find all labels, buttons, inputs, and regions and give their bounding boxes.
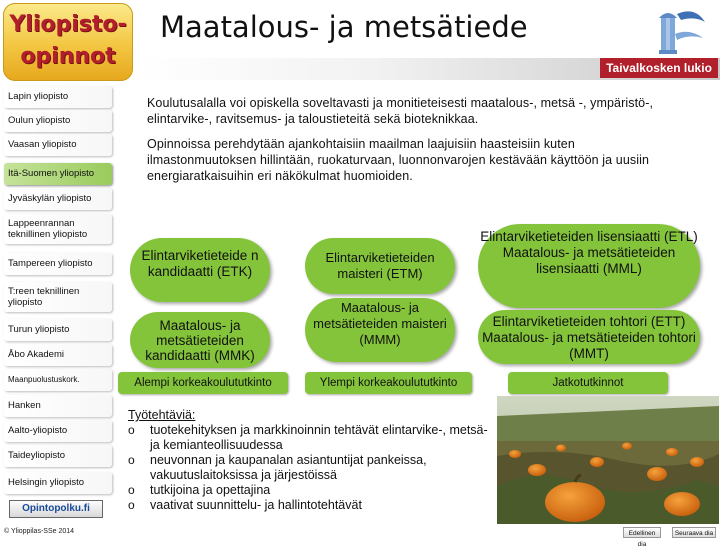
bullet-icon: o (128, 423, 135, 437)
sidebar-item-taideyliopisto[interactable]: Taideyliopisto (4, 445, 112, 467)
logo-line-1: Yliopisto- (9, 12, 127, 37)
job-list (128, 408, 498, 513)
page-title: Maatalous- ja metsätiede (160, 10, 528, 44)
degree-etm-master: Elintarviketieteiden maisteri (ETM) (305, 238, 455, 294)
sidebar-item-maanpuolustus[interactable]: Maanpuolustuskork. (4, 369, 112, 391)
sidebar-item-hanken[interactable]: Hanken (4, 395, 112, 417)
sidebar-item-turku[interactable]: Turun yliopisto (4, 319, 112, 341)
logo-line-2: opinnot (20, 44, 116, 69)
university-sidebar (0, 84, 113, 540)
jobs-title: Työtehtäviä: (128, 408, 196, 422)
degree-mmk-bachelor: Maatalous- ja metsätieteiden kandidaatti (MMK) (130, 312, 270, 368)
copyright-note: © Ylioppilas-SSe 2014 (4, 528, 75, 535)
degree-mmm-master: Maatalous- ja metsätieteiden maisteri (MMM) (305, 298, 455, 362)
sidebar-item-oulu[interactable]: Oulun yliopisto (4, 110, 112, 132)
sidebar-item-abo-akademi[interactable]: Åbo Akademi (4, 344, 112, 366)
list-item (128, 483, 498, 498)
job-text: tutkijoina ja opettajina (150, 483, 271, 497)
sidebar-item-ita-suomi[interactable]: Itä-Suomen yliopisto (4, 163, 112, 185)
sidebar-item-lappi[interactable]: Lapin yliopisto (4, 86, 112, 108)
next-slide-button[interactable]: Seuraava dia (672, 527, 716, 538)
degree-doctorate: Elintarviketieteiden tohtori (ETT) Maatalous- ja metsätieteiden tohtori (MMT) (478, 310, 700, 364)
list-item (128, 453, 498, 483)
job-text: vaativat suunnittelu- ja hallintotehtävät (150, 498, 362, 512)
job-text: tuotekehityksen ja markkinoinnin tehtävät elintarvike-, metsä- ja kemianteollisuudessa (150, 423, 488, 452)
job-text: neuvonnan ja kaupanalan asiantuntijat pankeissa, vakuutuslaitoksissa ja järjestöissä (150, 453, 427, 482)
sidebar-item-helsinki[interactable]: Helsingin yliopisto (4, 472, 112, 494)
bullet-icon: o (128, 498, 135, 512)
degree-licentiate: Elintarviketieteiden lisensiaatti (ETL) Maatalous- ja metsätieteiden lisensiaatti (MML) (478, 224, 700, 308)
degree-etk-bachelor: Elintarviketieteide n kandidaatti (ETK) (130, 238, 270, 302)
list-item (128, 498, 498, 513)
yliopisto-opinnot-logo[interactable] (3, 3, 133, 81)
previous-slide-button[interactable]: Edellinen dia (623, 527, 661, 538)
sidebar-item-aalto[interactable]: Aalto-yliopisto (4, 420, 112, 442)
school-name-badge: Taivalkosken lukio (600, 58, 718, 78)
school-emblem-icon (655, 4, 709, 56)
bullet-icon: o (128, 483, 135, 497)
intro-paragraph-1: Koulutusalalla voi opiskella soveltavasti ja monitieteisesti maatalous-, metsä -, ympäristö-, elintarvike-, ravitsemus- ja taloustieteitä sekä bioteknikkaa. (147, 96, 654, 126)
opintopolku-link-button[interactable]: Opintopolku.fi (9, 500, 103, 518)
list-item (128, 423, 498, 453)
level-postgraduate: Jatkotutkinnot (508, 372, 668, 394)
sidebar-item-tampere-tech[interactable]: T:reen teknillinen yliopisto (4, 282, 112, 312)
level-lower-degree: Alempi korkeakoulututkinto (118, 372, 288, 394)
sidebar-item-lappeenranta[interactable]: Lappeenrannan teknillinen yliopisto (4, 214, 112, 244)
sidebar-item-tampere[interactable]: Tampereen yliopisto (4, 253, 112, 275)
level-higher-degree: Ylempi korkeakoulututkinto (305, 372, 472, 394)
sidebar-item-vaasa[interactable]: Vaasan yliopisto (4, 134, 112, 156)
pumpkin-field-photo (497, 396, 719, 524)
sidebar-item-jyvaskyla[interactable]: Jyväskylän yliopisto (4, 188, 112, 210)
bullet-icon: o (128, 453, 135, 467)
intro-paragraph-2: Opinnoissa perehdytään ajankohtaisiin maailman laajuisiin haasteisiin kuten ilmastonmuutoksen hillintään, ruokaturvaan, luonnonvarojen kestävään käyttöön ja uusiin energiaratkaisuihin eri näkökulmat huomioiden. (147, 137, 650, 183)
